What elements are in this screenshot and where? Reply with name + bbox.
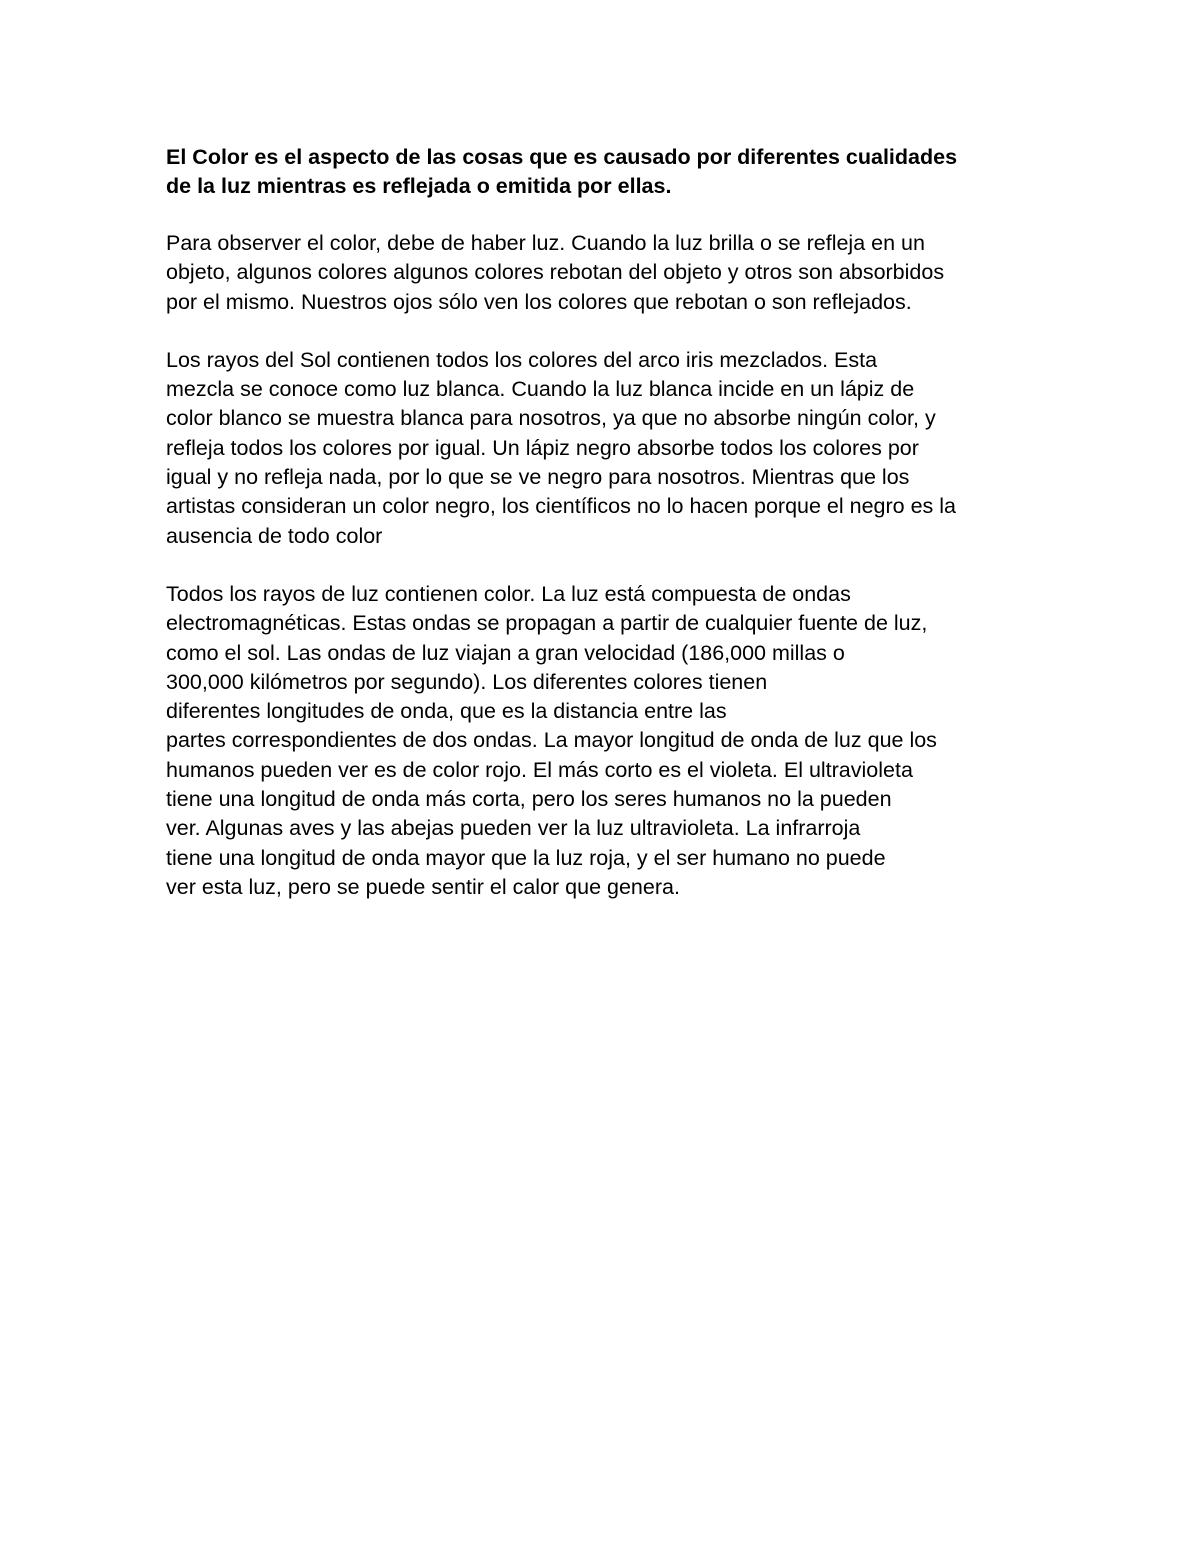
- document-page: [166, 143, 1046, 931]
- text-line: 300,000 kilómetros por segundo). Los diferentes colores tienen: [166, 669, 768, 694]
- text-line: tiene una longitud de onda mayor que la luz roja, y el ser humano no puede: [166, 845, 886, 870]
- text-line: ver. Algunas aves y las abejas pueden ver la luz ultravioleta. La infrarroja: [166, 816, 861, 841]
- text-line: electromagnéticas. Estas ondas se propagan a partir de cualquier fuente de luz,: [166, 611, 928, 636]
- text-line: ausencia de todo color: [166, 523, 383, 548]
- text-line: objeto, algunos colores algunos colores rebotan del objeto y otros son absorbidos: [166, 260, 945, 285]
- text-line: artistas consideran un color negro, los científicos no lo hacen porque el negro es la: [166, 494, 956, 519]
- text-line: Todos los rayos de luz contienen color. La luz está compuesta de ondas: [166, 581, 851, 606]
- text-line: como el sol. Las ondas de luz viajan a gran velocidad (186,000 millas o: [166, 640, 845, 665]
- text-line: Los rayos del Sol contienen todos los colores del arco iris mezclados. Esta: [166, 347, 878, 372]
- text-line: tiene una longitud de onda más corta, pero los seres humanos no la pueden: [166, 787, 892, 812]
- document-heading: [166, 143, 1046, 201]
- text-line: refleja todos los colores por igual. Un lápiz negro absorbe todos los colores por: [166, 435, 919, 460]
- text-line: ver esta luz, pero se puede sentir el calor que genera.: [166, 874, 680, 899]
- paragraph-sun-rays: [166, 346, 1046, 551]
- text-line: diferentes longitudes de onda, que es la distancia entre las: [166, 699, 727, 724]
- paragraph-observing-color: [166, 229, 1046, 317]
- text-line: igual y no refleja nada, por lo que se ve negro para nosotros. Mientras que los: [166, 465, 910, 490]
- heading-line: El Color es el aspecto de las cosas que es causado por diferentes cualidades: [166, 145, 958, 169]
- text-line: mezcla se conoce como luz blanca. Cuando la luz blanca incide en un lápiz de: [166, 377, 915, 402]
- heading-line: de la luz mientras es reflejada o emitida por ellas.: [166, 174, 672, 198]
- text-line: humanos pueden ver es de color rojo. El más corto es el violeta. El ultravioleta: [166, 757, 913, 782]
- paragraph-light-waves: [166, 580, 1046, 902]
- text-line: Para observer el color, debe de haber luz. Cuando la luz brilla o se refleja en un: [166, 231, 925, 255]
- text-line: partes correspondientes de dos ondas. La mayor longitud de onda de luz que los: [166, 728, 937, 753]
- text-line: color blanco se muestra blanca para nosotros, ya que no absorbe ningún color, y: [166, 406, 936, 431]
- text-line: por el mismo. Nuestros ojos sólo ven los colores que rebotan o son reflejados.: [166, 289, 912, 314]
